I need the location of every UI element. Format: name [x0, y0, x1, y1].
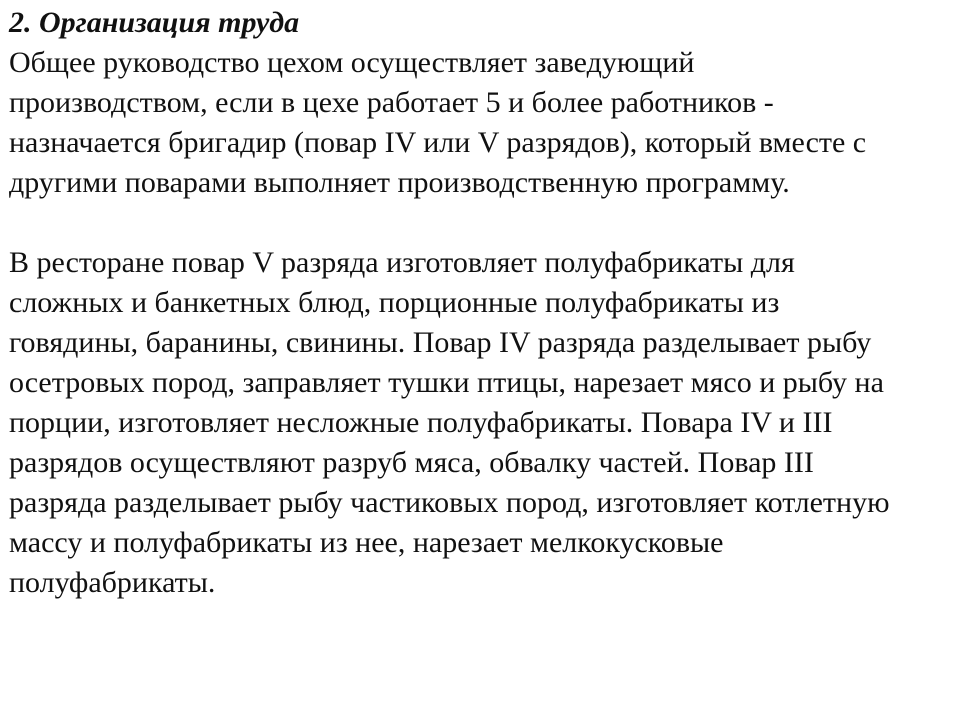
paragraph-spacer	[9, 203, 954, 243]
paragraph-line: говядины, баранины, свинины. Повар IV разряда разделывает рыбу	[9, 326, 872, 359]
paragraph-line: разряда разделывает рыбу частиковых пород, изготовляет котлетную	[9, 486, 890, 519]
slide-text-block	[9, 3, 954, 603]
paragraph-line: полуфабрикаты.	[9, 566, 216, 599]
paragraph-restaurant-cooks	[9, 243, 954, 603]
paragraph-line: производством, если в цехе работает 5 и более работников -	[9, 86, 774, 119]
paragraph-line: сложных и банкетных блюд, порционные полуфабрикаты из	[9, 286, 780, 319]
paragraph-line: разрядов осуществляют разруб мяса, обвалку частей. Повар III	[9, 446, 814, 479]
paragraph-line: Общее руководство цехом осуществляет заведующий	[9, 46, 695, 79]
paragraph-line: порции, изготовляет несложные полуфабрикаты. Повара IV и III	[9, 406, 833, 439]
paragraph-line: другими поварами выполняет производственную программу.	[9, 166, 790, 199]
paragraph-line: назначается бригадир (повар IV или V разрядов), который вместе с	[9, 126, 867, 159]
paragraph-work-organization	[9, 43, 954, 203]
paragraph-line: В ресторане повар V разряда изготовляет полуфабрикаты для	[9, 246, 795, 279]
paragraph-line: осетровых пород, заправляет тушки птицы, нарезает мясо и рыбу на	[9, 366, 884, 399]
paragraph-line: массу и полуфабрикаты из нее, нарезает мелкокусковые	[9, 526, 724, 559]
section-heading: 2. Организация труда	[9, 6, 300, 39]
